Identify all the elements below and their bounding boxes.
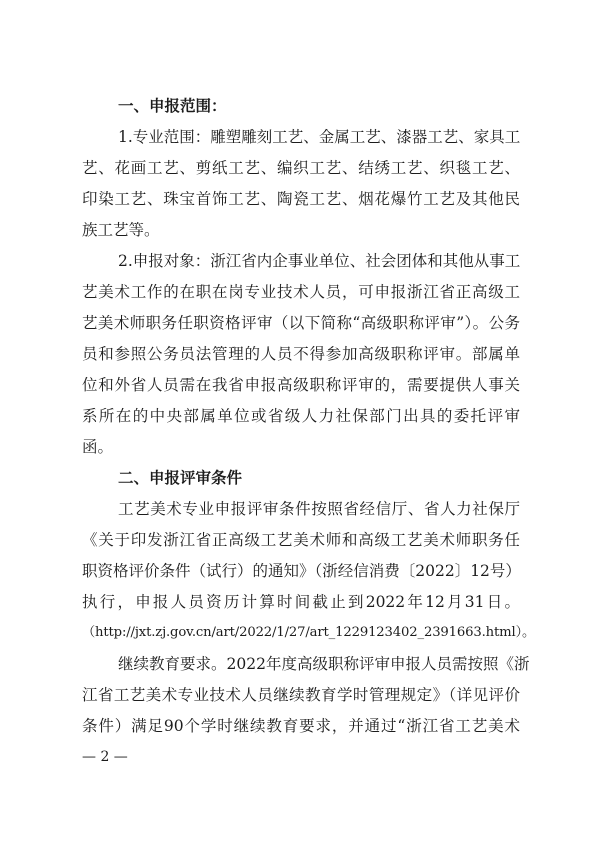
page-number: — 2 — [82, 749, 128, 765]
section-heading-scope: 一、申报范围： [118, 97, 227, 115]
target-paragraph-line: 员和参照公务员法管理的人员不得参加高级职称评审。部属单 [82, 345, 520, 363]
scope-paragraph-line: 1.专业范围：雕塑雕刻工艺、金属工艺、漆器工艺、家具工 [118, 128, 521, 146]
education-paragraph-line: 江省工艺美术专业技术人员继续教育学时管理规定》（详见评价 [82, 686, 520, 704]
conditions-paragraph-line: 职资格评价条件（试行）的通知》（浙经信消费〔2022〕12号） [82, 562, 521, 580]
target-paragraph-line: 艺美术师职务任职资格评审（以下简称“高级职称评审”）。公务 [82, 314, 520, 332]
education-paragraph-line: 条件）满足90个学时继续教育要求，并通过“浙江省工艺美术 [82, 717, 520, 735]
education-paragraph-line: 继续教育要求。2022年度高级职称评审申报人员需按照《浙 [118, 655, 530, 673]
target-paragraph-line: 2.申报对象：浙江省内企事业单位、社会团体和其他从事工 [118, 252, 521, 270]
conditions-url-line: （http://jxt.zj.gov.cn/art/2022/1/27/art_1229123402_2391663.html）。 [82, 625, 536, 640]
conditions-paragraph-line: 《关于印发浙江省正高级工艺美术师和高级工艺美术师职务任 [82, 531, 520, 549]
section-heading-conditions: 二、申报评审条件 [118, 469, 243, 487]
scope-paragraph-line: 印染工艺、珠宝首饰工艺、陶瓷工艺、烟花爆竹工艺及其他民 [82, 190, 520, 208]
conditions-paragraph-line: 执行，申报人员资历计算时间截止到2022年12月31日。 [82, 593, 520, 611]
conditions-paragraph-line: 工艺美术专业申报评审条件按照省经信厅、省人力社保厅 [118, 500, 520, 518]
target-paragraph-line: 系所在的中央部属单位或省级人力社保部门出具的委托评审 [82, 407, 520, 425]
scope-paragraph-line: 族工艺等。 [82, 221, 160, 239]
scope-paragraph-line: 艺、花画工艺、剪纸工艺、编织工艺、结绣工艺、织毯工艺、 [82, 159, 520, 177]
target-paragraph-line: 艺美术工作的在职在岗专业技术人员，可申报浙江省正高级工 [82, 283, 520, 301]
target-paragraph-line: 函。 [82, 438, 114, 456]
target-paragraph-line: 位和外省人员需在我省申报高级职称评审的，需要提供人事关 [82, 376, 520, 394]
